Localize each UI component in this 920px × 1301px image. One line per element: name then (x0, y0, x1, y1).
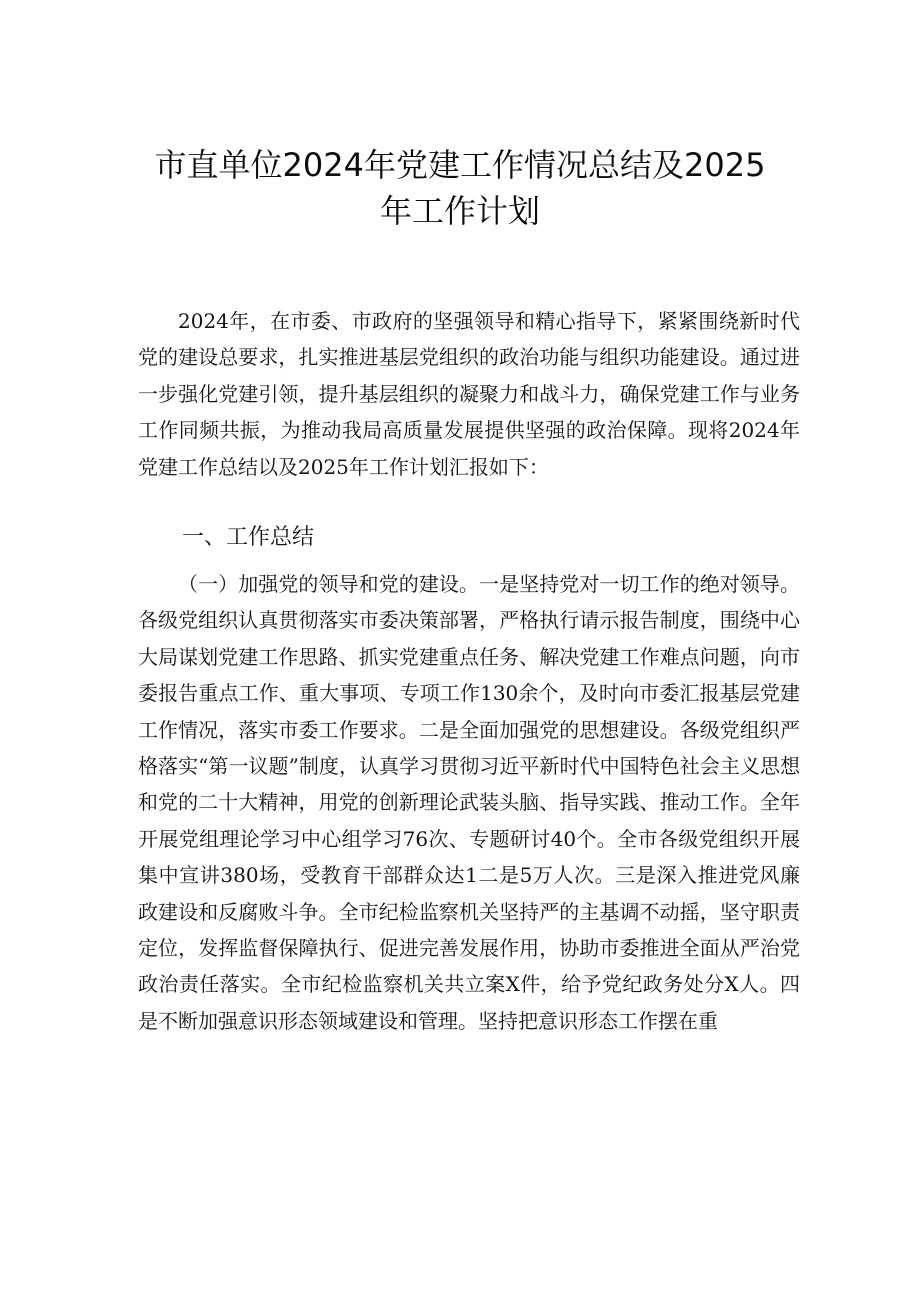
intro-paragraph-block (138, 303, 800, 485)
document-title-line-2: 年工作计划 (379, 192, 540, 230)
section-paragraph-block (138, 566, 800, 1039)
section-paragraph: （一）加强党的领导和党的建设。一是坚持党对一切工作的绝对领导。各级党组织认真贯彻落实市委决策部署，严格执行请示报告制度，围绕中心大局谋划党建工作思路、抓实党建重点任务、解决党建工作难点问题，向市委报告重点工作、重大事项、专项工作130余个，及时向市委汇报基层党建工作情况，落实市委工作要求。二是全面加强党的思想建设。各级党组织严格落实“第一议题”制度，认真学习贯彻习近平新时代中国特色社会主义思想和党的二十大精神，用党的创新理论武装头脑、指导实践、推动工作。全年开展党组理论学习中心组学习76次、专题研讨40个。全市各级党组织开展集中宣讲380场，受教育干部群众达1二是5万人次。三是深入推进党风廉政建设和反腐败斗争。全市纪检监察机关坚持严的主基调不动摇，坚守职责定位，发挥监督保障执行、促进完善发展作用，协助市委推进全面从严治党政治责任落实。全市纪检监察机关共立案X件，给予党纪政务处分X人。四是不断加强意识形态领域建设和管理。坚持把意识形态工作摆在重 (138, 572, 800, 1033)
document-title-line-1: 市直单位2024年党建工作情况总结及2025 (154, 146, 766, 184)
intro-paragraph: 2024年，在市委、市政府的坚强领导和精心指导下，紧紧围绕新时代党的建设总要求，扎实推进基层党组织的政治功能与组织功能建设。通过进一步强化党建引领，提升基层组织的凝聚力和战斗力，确保党建工作与业务工作同频共振，为推动我局高质量发展提供坚强的政治保障。现将2024年党建工作总结以及2025年工作计划汇报如下： (138, 309, 800, 479)
section-heading: 一、工作总结 (182, 525, 315, 550)
